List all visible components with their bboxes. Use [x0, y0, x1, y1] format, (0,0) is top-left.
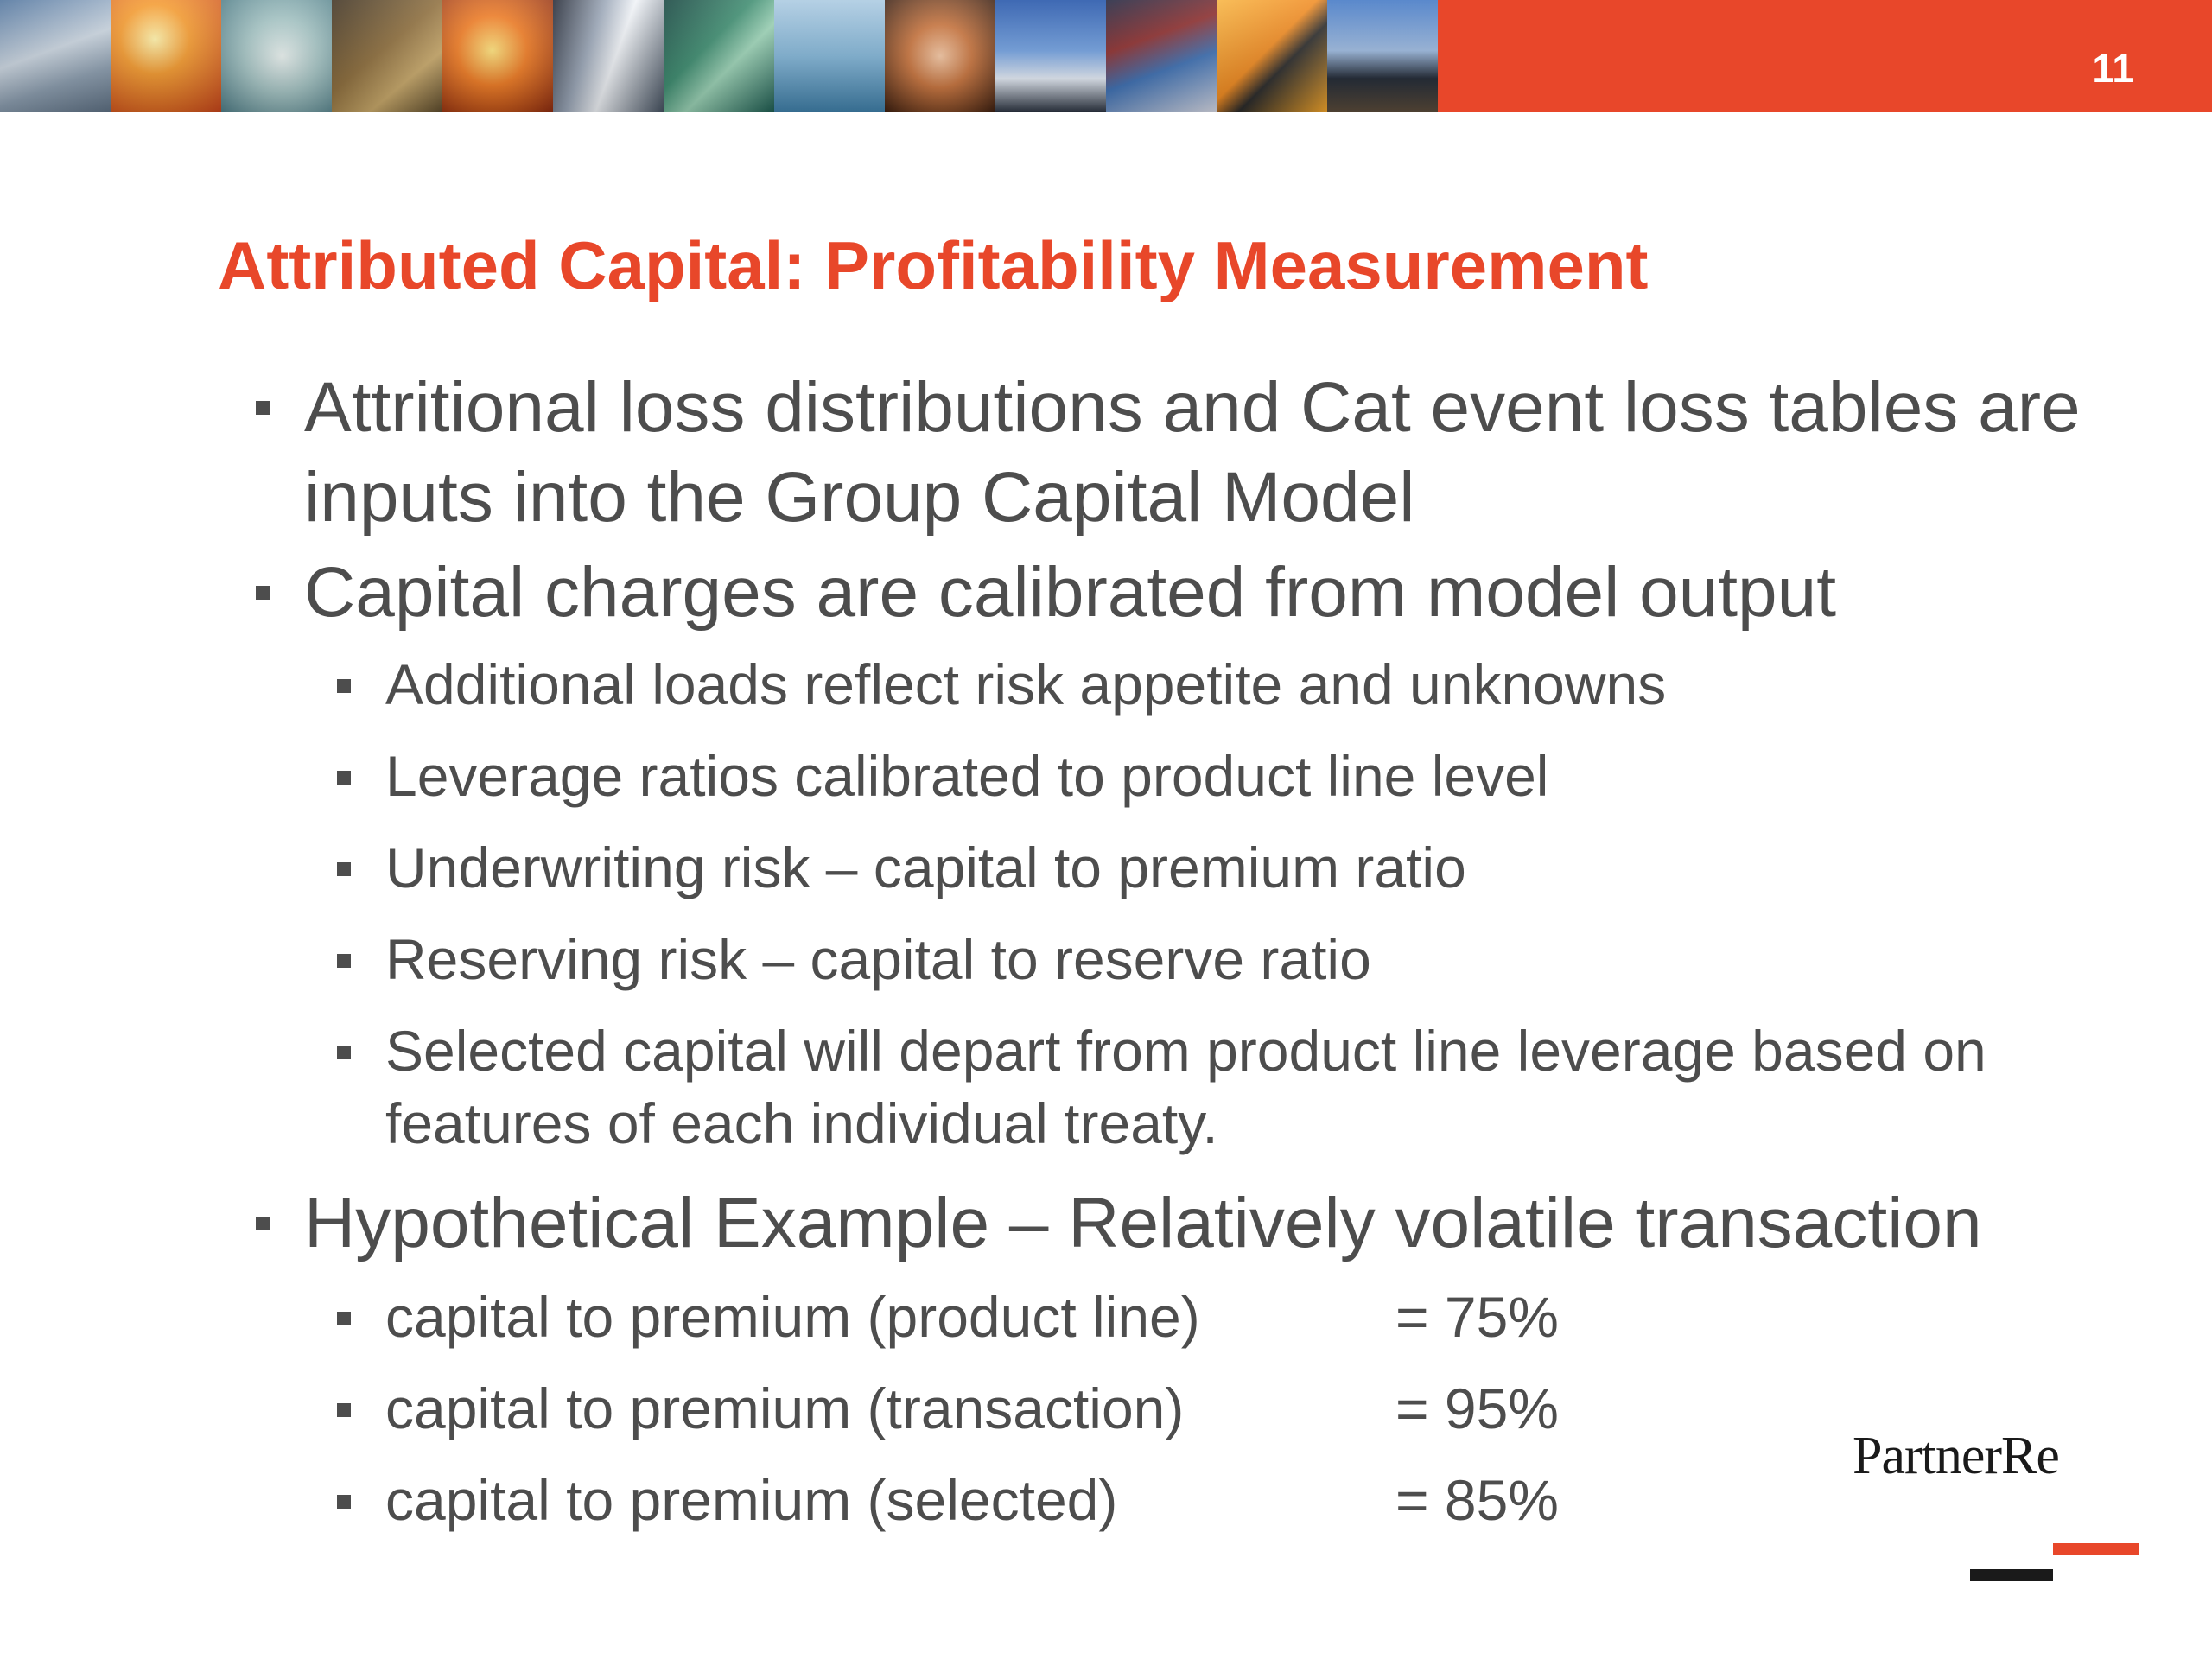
sub-bullet-text: Selected capital will depart from product line leverage based on features of each individual treaty. [385, 1019, 1986, 1155]
square-bullet-icon [337, 1312, 351, 1325]
sub-bullet-item [251, 831, 2152, 904]
sub-bullet-item [251, 648, 2152, 721]
square-bullet-icon [337, 771, 351, 785]
ocean-waves-photo [221, 0, 332, 112]
bullet-item [251, 1179, 2152, 1268]
sea-horizon-photo [774, 0, 885, 112]
square-bullet-icon [337, 1403, 351, 1417]
sub-bullet-item [251, 923, 2152, 995]
sub-bullet-text: Underwriting risk – capital to premium ratio [385, 836, 1466, 899]
page-number: 11 [2092, 46, 2134, 91]
header-banner [0, 0, 2212, 112]
square-bullet-icon [337, 1046, 351, 1059]
bullet-text: Capital charges are calibrated from model output [304, 553, 1837, 632]
oil-rig-photo [332, 0, 442, 112]
bullet-text: Attritional loss distributions and Cat event loss tables are inputs into the Group Capital Model [304, 368, 2081, 537]
example-value: = 85% [1395, 1468, 1559, 1532]
square-bullet-icon [337, 954, 351, 968]
example-value: = 75% [1395, 1285, 1559, 1349]
sub-bullet-text: Additional loads reflect risk appetite and unknowns [385, 652, 1667, 716]
storage-tanks-photo [0, 0, 111, 112]
logo-mark-dark-bar [1970, 1569, 2053, 1581]
refinery-photo [995, 0, 1106, 112]
example-label: capital to premium (selected) [385, 1468, 1118, 1532]
sub-bullet-text: Leverage ratios calibrated to product line level [385, 744, 1549, 808]
logo-mark-icon [1970, 1540, 2139, 1585]
photo-strip [0, 0, 1438, 112]
wheat-sunset-photo [442, 0, 553, 112]
bullet-item [251, 363, 2152, 543]
sub-bullet-item [251, 1014, 2152, 1160]
bullet-text: Hypothetical Example – Relatively volatile transaction [304, 1184, 1982, 1262]
sub-bullet-item [251, 740, 2152, 812]
example-value: = 95% [1395, 1376, 1559, 1440]
example-label: capital to premium (transaction) [385, 1376, 1185, 1440]
square-bullet-icon [256, 401, 270, 415]
square-bullet-icon [337, 862, 351, 876]
shipping-containers-photo [1106, 0, 1217, 112]
satellite-map-photo [664, 0, 774, 112]
slide-title: Attributed Capital: Profitability Measurement [218, 227, 1649, 303]
slide-content [251, 363, 2152, 1555]
aircraft-sunset-photo [111, 0, 221, 112]
brain-scan-photo [885, 0, 995, 112]
partnerre-logo: PartnerRe [1853, 1427, 2059, 1485]
example-row [251, 1281, 2152, 1353]
example-label: capital to premium (product line) [385, 1285, 1200, 1349]
logo-mark-red-bar [2053, 1543, 2139, 1555]
square-bullet-icon [337, 679, 351, 693]
sub-bullet-text: Reserving risk – capital to reserve ratio [385, 927, 1371, 991]
bullet-item [251, 548, 2152, 638]
square-bullet-icon [256, 1217, 270, 1230]
square-bullet-icon [337, 1495, 351, 1509]
cargo-ship-photo [1327, 0, 1438, 112]
square-bullet-icon [256, 586, 270, 600]
crane-photo [1217, 0, 1327, 112]
skyscrapers-photo [553, 0, 664, 112]
